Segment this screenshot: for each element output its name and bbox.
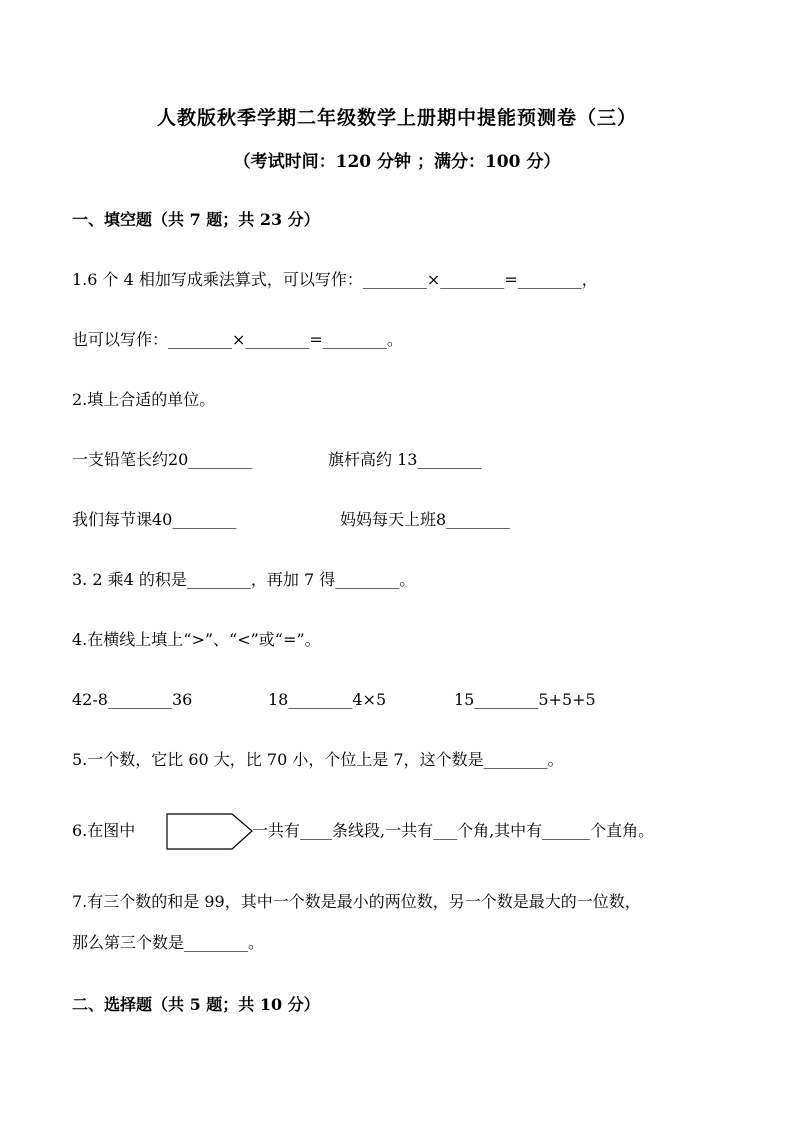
question-2-title: 2.填上合适的单位。 bbox=[72, 390, 216, 409]
question-2-item-d: 妈妈每天上班8________ bbox=[340, 510, 511, 529]
question-3: 3. 2 乘4 的积是________，再加 7 得________。 bbox=[72, 570, 416, 589]
pentagon-figure bbox=[166, 813, 256, 851]
question-1-line-2: 也可以写作：________×________=________。 bbox=[72, 330, 403, 349]
question-6-suffix: 一共有____条线段,一共有___个角,其中有______个直角。 bbox=[252, 821, 655, 840]
page-title: 人教版秋季学期二年级数学上册期中提能预测卷（三） bbox=[156, 107, 637, 129]
question-7-line-2: 那么第三个数是________。 bbox=[72, 933, 265, 952]
page-subtitle: （考试时间：120 分钟 ；满分：100 分） bbox=[233, 152, 561, 172]
question-2-item-a: 一支铅笔长约20________ bbox=[72, 450, 253, 469]
question-4-item-a: 42-8________36 bbox=[72, 690, 193, 709]
question-4-item-b: 18________4×5 bbox=[268, 690, 387, 709]
question-7-line-1: 7.有三个数的和是 99，其中一个数是最小的两位数，另一个数是最大的一位数， bbox=[72, 892, 641, 911]
question-4-item-c: 15________5+5+5 bbox=[454, 690, 596, 709]
question-2-item-b: 旗杆高约 13________ bbox=[328, 450, 482, 469]
question-5: 5.一个数，它比 60 大，比 70 小，个位上是 7，这个数是________。 bbox=[72, 750, 564, 769]
question-2-item-c: 我们每节课40________ bbox=[72, 510, 237, 529]
question-4-title: 4.在横线上填上“>”、“<”或“=”。 bbox=[72, 630, 321, 649]
question-6-prefix: 6.在图中 bbox=[72, 821, 136, 840]
section-heading-fill-in: 一、填空题（共 7 题；共 23 分） bbox=[72, 210, 320, 229]
question-1-line-1: 1.6 个 4 相加写成乘法算式，可以写作：________×________=________， bbox=[72, 270, 598, 289]
section-heading-multiple-choice: 二、选择题（共 5 题；共 10 分） bbox=[72, 995, 320, 1014]
